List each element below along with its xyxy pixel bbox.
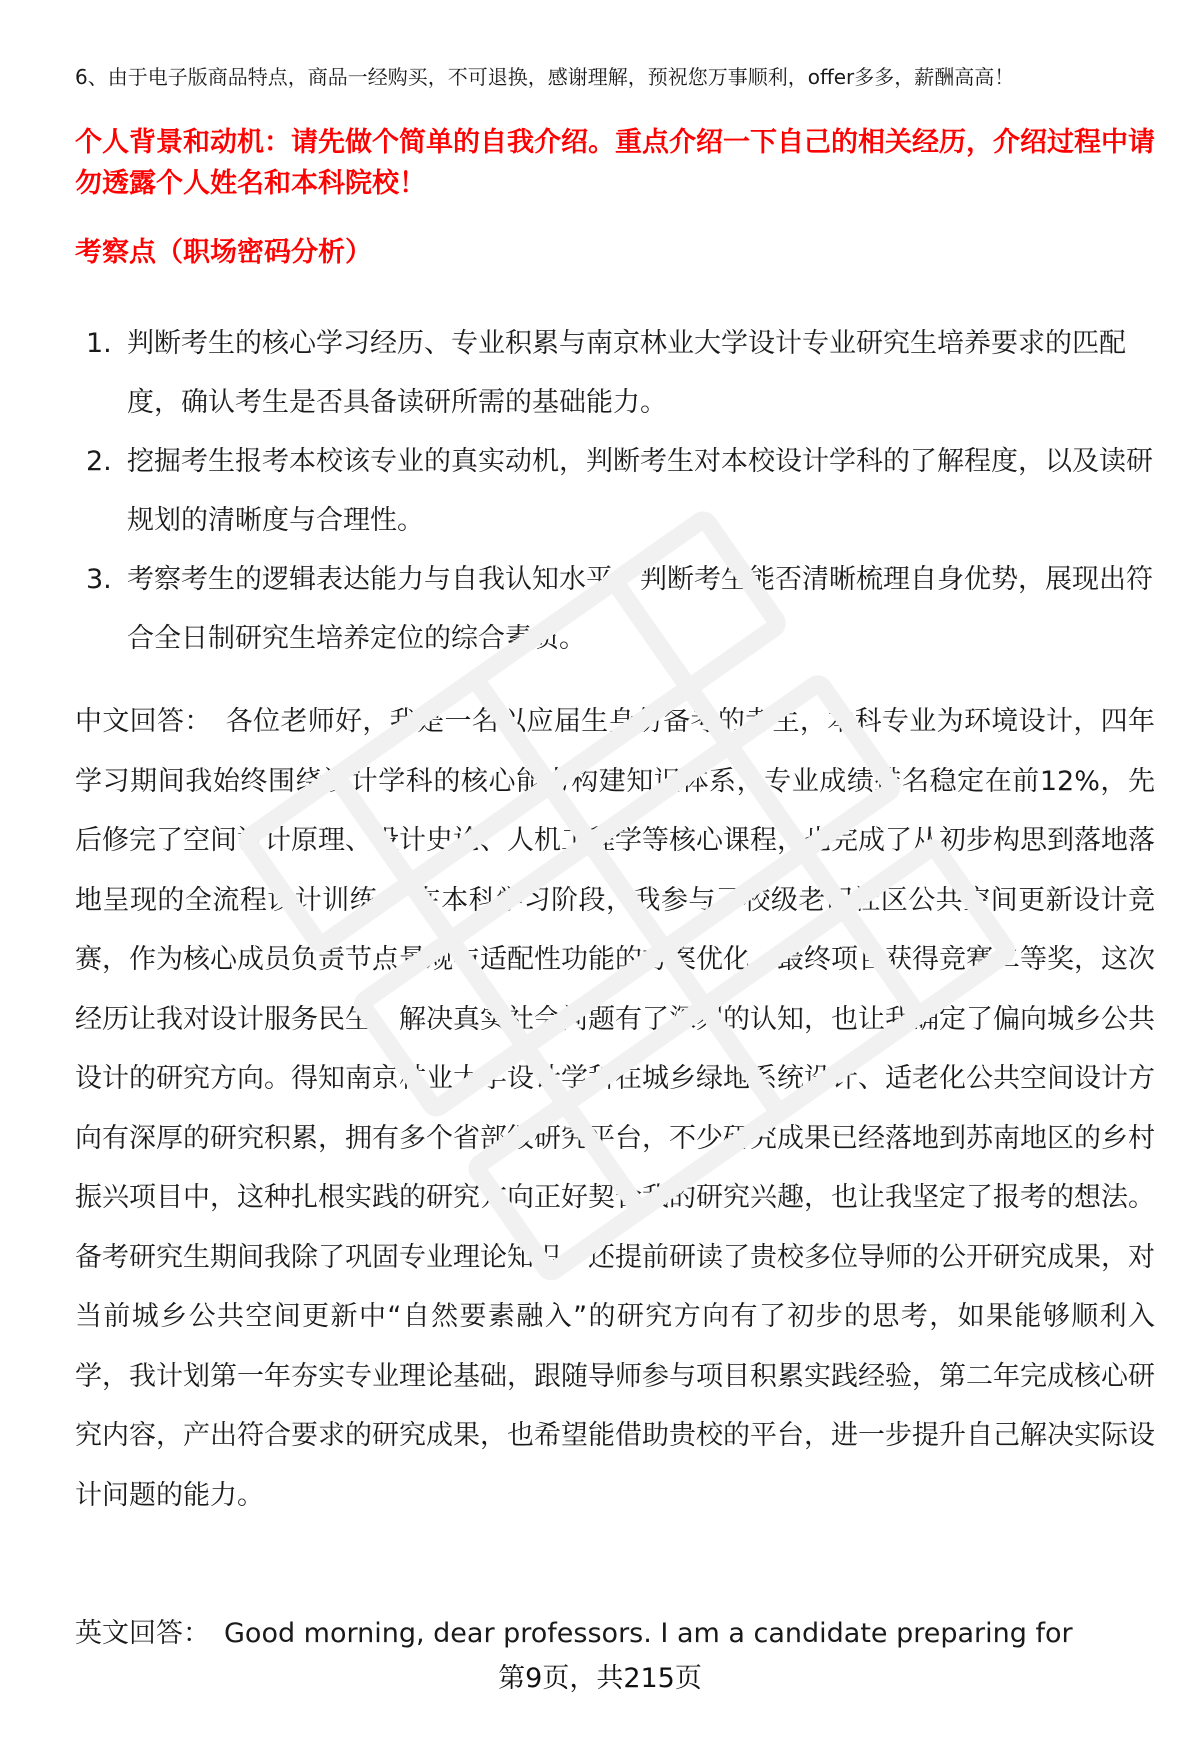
list-number: 2. [86, 446, 112, 477]
list-item-text: 考察考生的逻辑表达能力与自我认知水平，判断考生能否清晰梳理自身优势，展现出符合全日制研究生培养定位的综合素质。 [127, 564, 1153, 654]
question-heading: 个人背景和动机：请先做个简单的自我介绍。重点介绍一下自己的相关经历，介绍过程中请勿透露个人姓名和本科院校！ [75, 127, 1155, 199]
english-answer-label: 英文回答： [75, 1618, 210, 1649]
chinese-answer-text: 各位老师好，我是一名以应届生身份备考的考生，本科专业为环境设计，四年学习期间我始终围绕设计学科的核心能力构建知识体系，专业成绩排名稳定在前12%，先后修完了空间设计原理、设计史论、人机工程学等核心课程，也完成了从初步构思到落地落地呈现的全流程设计训练。 在本科学习阶段，我参与了校级老旧社区公共空间更新设计竞赛，作为核心成员负责节点景观与适配性功能的方案优化，最终项目获得竞赛二等奖，这次经历让我对设计服务民生、解决真实社会问题有了深刻的认知，也让我确定了偏向城乡公共设计的研究方向。得知南京林业大学设计学科在城乡绿地系统设计、适老化公共空间设计方向有深厚的研究积累，拥有多个省部级研究平台，不少研究成果已经落地到苏南地区的乡村振兴项目中，这种扎根实践的研究方向正好契合我的研究兴趣，也让我坚定了报考的想法。 备考研究生期间我除了巩固专业理论知识，还提前研读了贵校多位导师的公开研究成果，对当前城乡公共空间更新中“自然要素融入”的研究方向有了初步的思考，如果能够顺利入学，我计划第一年夯实专业理论基础，跟随导师参与项目积累实践经验，第二年完成核心研究内容，产出符合要求的研究成果，也希望能借助贵校的平台，进一步提升自己解决实际设计问题的能力。 [75, 706, 1156, 1511]
page-number-footer: 第9页，共215页 [498, 1663, 702, 1694]
list-item [75, 550, 1155, 668]
purchase-note: 6、由于电子版商品特点，商品一经购买，不可退换，感谢理解，预祝您万事顺利，offer多多，薪酬高高！ [75, 65, 1015, 89]
list-item-text: 判断考生的核心学习经历、专业积累与南京林业大学设计专业研究生培养要求的匹配度，确认考生是否具备读研所需的基础能力。 [127, 328, 1126, 418]
english-answer [75, 1614, 1155, 1654]
chinese-answer [75, 692, 1155, 1525]
list-item [75, 432, 1155, 550]
chinese-answer-label: 中文回答： [75, 706, 212, 737]
examination-points-heading: 考察点（职场密码分析） [75, 237, 372, 268]
list-item-text: 挖掘考生报考本校该专业的真实动机，判断考生对本校设计学科的了解程度，以及读研规划的清晰度与合理性。 [127, 446, 1153, 536]
list-number: 1. [86, 328, 112, 359]
list-number: 3. [86, 564, 112, 595]
english-answer-text: Good morning, dear professors. I am a candidate preparing for [224, 1618, 1073, 1649]
examination-points-list [75, 314, 1155, 668]
list-item [75, 314, 1155, 432]
